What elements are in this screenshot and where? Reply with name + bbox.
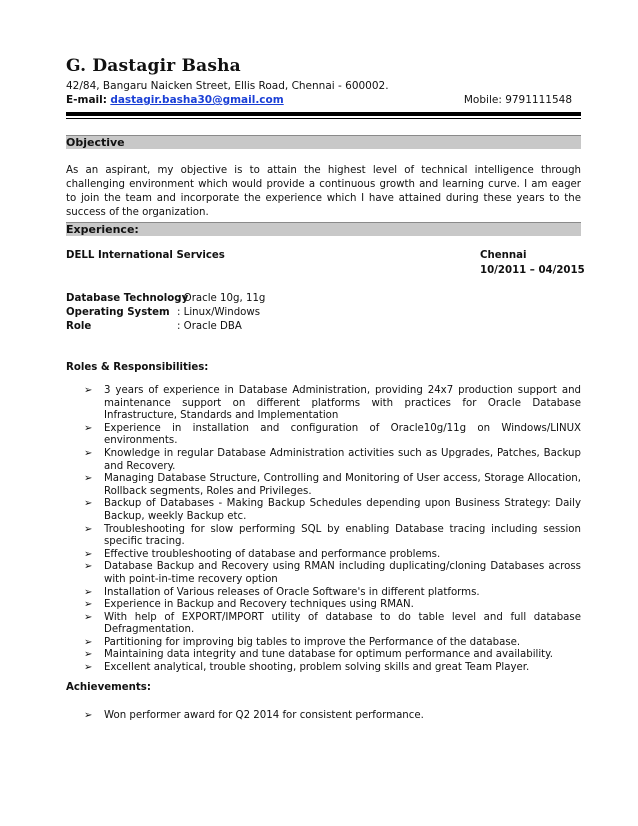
arrow-bullet-icon: ➢ <box>84 548 93 560</box>
achievements-heading: Achievements: <box>66 682 151 693</box>
list-item: ➢ Excellent analytical, trouble shooting, problem solving skills and great Team Player. <box>84 662 530 674</box>
list-item: ➢ Installation of Various releases of Oracle Software's in different platforms. <box>84 586 480 598</box>
arrow-bullet-icon: ➢ <box>84 473 93 485</box>
arrow-bullet-icon: ➢ <box>84 599 93 611</box>
achievements-list <box>66 710 581 723</box>
company-location: Chennai <box>480 250 527 261</box>
arrow-bullet-icon: ➢ <box>84 662 93 674</box>
list-item: ➢ Effective troubleshooting of database and performance problems. <box>84 548 441 560</box>
list-item: ➢ Experience in Backup and Recovery techniques using RMAN. <box>84 599 414 611</box>
address: 42/84, Bangaru Naicken Street, Ellis Road, Chennai - 600002. <box>66 80 389 92</box>
candidate-name: G. Dastagir Basha <box>66 56 241 76</box>
arrow-bullet-icon: ➢ <box>84 561 93 573</box>
company-name: DELL International Services <box>66 250 225 261</box>
detail-label-os: Operating System <box>66 307 170 318</box>
detail-value-db-technology: : Oracle 10g, 11g <box>177 293 266 304</box>
list-item: ➢ Managing Database Structure, Controlling and Monitoring of User access, Storage Allocation, Rollback segments, Roles and Privileges. <box>84 473 581 497</box>
email-label: E-mail: <box>66 94 107 106</box>
responsibilities-list <box>66 385 581 675</box>
arrow-bullet-icon: ➢ <box>84 523 93 535</box>
detail-value-role: : Oracle DBA <box>177 321 242 332</box>
email-link[interactable]: dastagir.basha30@gmail.com <box>110 94 284 106</box>
arrow-bullet-icon: ➢ <box>84 586 93 598</box>
arrow-bullet-icon: ➢ <box>84 636 93 648</box>
list-item: ➢ Knowledge in regular Database Administration activities such as Upgrades, Patches, Backup and Recovery. <box>84 447 581 472</box>
header-divider-thin <box>66 118 581 119</box>
arrow-bullet-icon: ➢ <box>84 498 93 510</box>
arrow-bullet-icon: ➢ <box>84 649 93 661</box>
experience-heading: Experience: <box>66 222 581 236</box>
list-item: ➢ Troubleshooting for slow performing SQL by enabling Database tracing including session specific tracing. <box>84 523 581 548</box>
objective-heading: Objective <box>66 135 581 149</box>
arrow-bullet-icon: ➢ <box>84 385 93 396</box>
objective-text: As an aspirant, my objective is to attain the highest level of technical intelligence through challenging environment which would provide a continuous growth and learning curve. I am eager to join the team and incorporate the experience which I have attained during these years to the success of the organization. <box>66 165 581 218</box>
employment-period: 10/2011 – 04/2015 <box>480 265 585 276</box>
header-divider-thick <box>66 112 581 116</box>
roles-heading: Roles & Responsibilities: <box>66 362 209 373</box>
arrow-bullet-icon: ➢ <box>84 447 93 459</box>
list-item: ➢ Experience in installation and configuration of Oracle10g/11g on Windows/LINUX environments. <box>84 422 581 447</box>
list-item: ➢ With help of EXPORT/IMPORT utility of database to do table level and full database Defragmentation. <box>84 611 581 636</box>
list-item: ➢ Maintaining data integrity and tune database for optimum performance and availability. <box>84 649 553 661</box>
detail-value-os: : Linux/Windows <box>177 307 261 318</box>
list-item: ➢ Database Backup and Recovery using RMAN including duplicating/cloning Databases across with point-in-time recovery option <box>84 561 581 585</box>
mobile-number: Mobile: 9791111548 <box>463 94 572 106</box>
arrow-bullet-icon: ➢ <box>84 611 93 623</box>
list-item: ➢ Partitioning for improving big tables to improve the Performance of the database. <box>84 636 521 648</box>
list-item: ➢ Backup of Databases - Making Backup Schedules depending upon Business Strategy: Daily Backup, weekly Backup etc. <box>84 498 581 522</box>
contact-row <box>66 94 572 106</box>
detail-label-db-technology: Database Technology <box>66 293 189 304</box>
arrow-bullet-icon: ➢ <box>84 422 93 434</box>
arrow-bullet-icon: ➢ <box>84 710 93 721</box>
list-item: ➢ 3 years of experience in Database Administration, providing 24x7 production support and maintenance support on different platforms with practices for Oracle Database Infrastructure, Standards and Implementation <box>84 385 581 422</box>
list-item: ➢ Won performer award for Q2 2014 for consistent performance. <box>84 710 424 721</box>
detail-label-role: Role <box>66 321 92 332</box>
